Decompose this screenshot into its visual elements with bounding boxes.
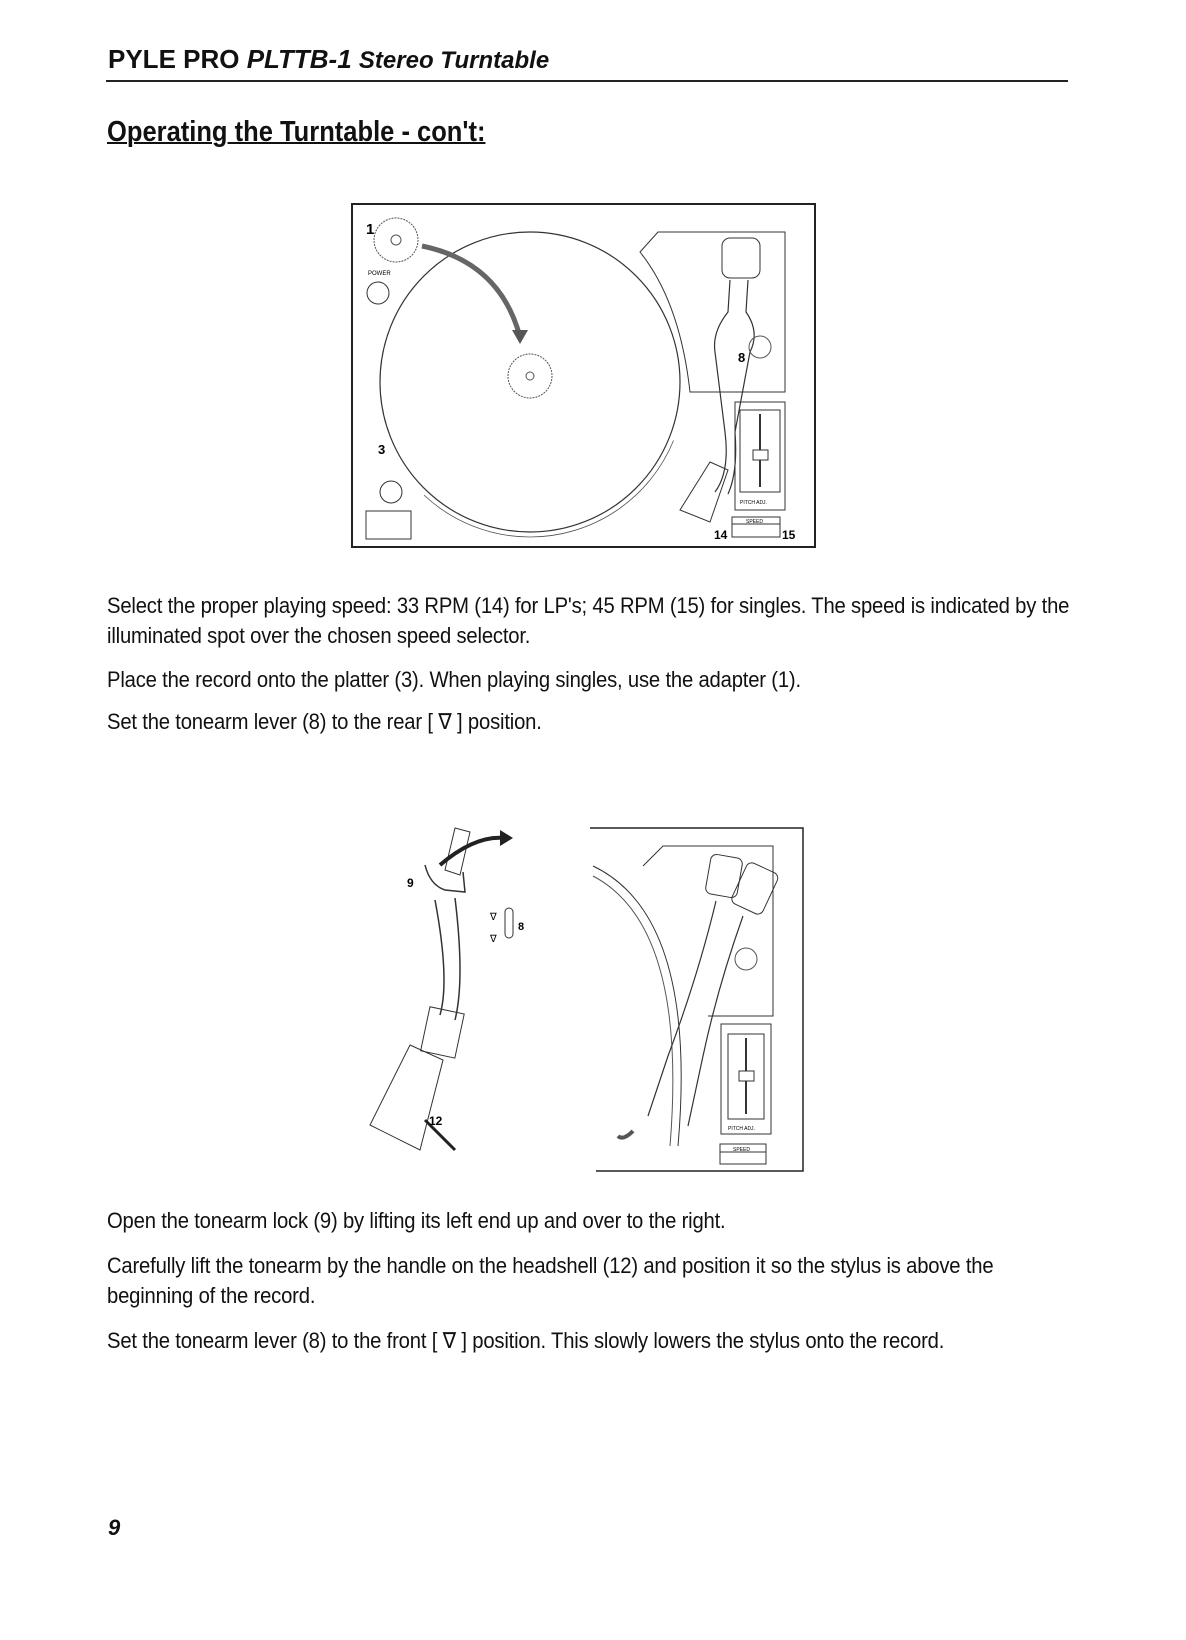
label-3: 3 — [378, 442, 386, 457]
instruction-open-lock: Open the tonearm lock (9) by lifting its left end up and over to the right. — [107, 1208, 726, 1233]
arrow-icon — [422, 246, 520, 337]
label-power: POWER — [368, 271, 391, 277]
label-8: 8 — [738, 350, 746, 365]
lever-up-icon: ∇ — [490, 912, 497, 923]
model: PLTTB-1 — [246, 44, 352, 74]
tonearm-lock-diagram — [355, 820, 545, 1175]
running-header — [108, 44, 549, 75]
label-pitch: PITCH ADJ. — [740, 500, 767, 506]
header-rule — [106, 80, 1068, 82]
tonearm-position-diagram — [588, 826, 808, 1176]
spindle — [508, 354, 552, 398]
adapter — [374, 218, 418, 262]
header-subtitle: Stereo Turntable — [358, 47, 550, 74]
instruction-lift-tonearm: Carefully lift the tonearm by the handle on the headshell (12) and position it so the stylus is above the beginning of the record. — [107, 1253, 994, 1308]
lever-down-icon: ∇ — [490, 934, 497, 945]
power-button — [367, 282, 389, 304]
instruction-platter: Place the record onto the platter (3). When playing singles, use the adapter (1). — [107, 667, 801, 692]
label-speed-2: SPEED — [733, 1147, 750, 1153]
label-pitch-2: PITCH ADJ. — [728, 1126, 755, 1132]
instruction-lever-front: Set the tonearm lever (8) to the front [ ∇ ] position. This slowly lowers the stylus onto the record. — [107, 1328, 945, 1353]
platter — [380, 232, 680, 532]
label-speed: SPEED — [746, 519, 763, 525]
instruction-speed: Select the proper playing speed: 33 RPM (14) for LP's; 45 RPM (15) for singles. The speed is indicated by the illuminated spot over the chosen speed selector. — [107, 593, 1070, 648]
brand: PYLE PRO — [108, 44, 240, 74]
label-8b: 8 — [518, 921, 525, 933]
page-number: 9 — [108, 1515, 121, 1540]
turntable-top-diagram — [350, 202, 818, 550]
section-title: Operating the Turntable - con't: — [107, 116, 486, 148]
label-12: 12 — [429, 1114, 443, 1128]
label-14: 14 — [714, 528, 728, 542]
instruction-lever-rear: Set the tonearm lever (8) to the rear [ ∇ ] position. — [107, 709, 542, 734]
tonearm-base — [640, 232, 785, 392]
label-9: 9 — [407, 876, 414, 890]
label-15: 15 — [782, 528, 796, 542]
start-button — [380, 481, 402, 503]
label-1: 1 — [366, 221, 375, 238]
